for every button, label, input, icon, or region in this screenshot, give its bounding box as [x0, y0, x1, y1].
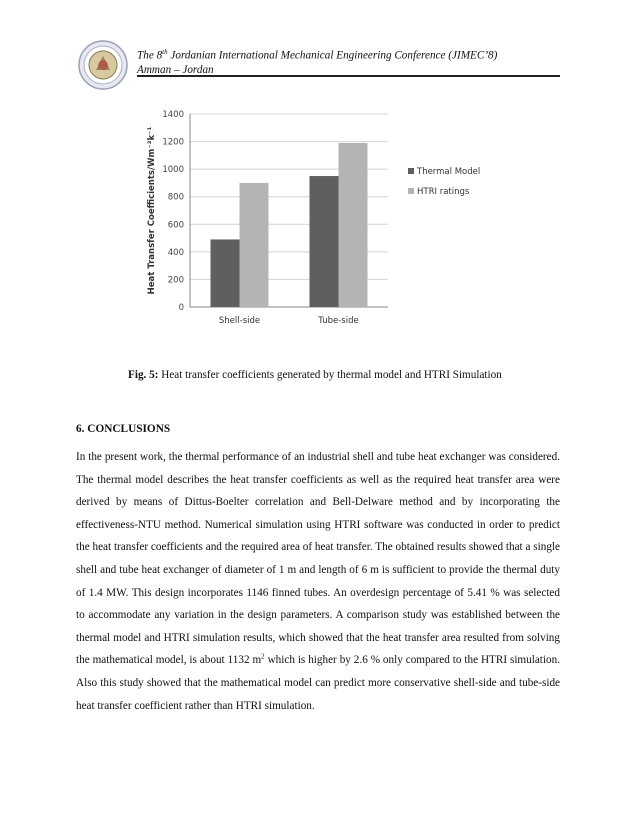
y-tick-label: 0 [178, 303, 184, 313]
bar-htri-ratings [240, 183, 269, 307]
legend-swatch [408, 168, 414, 174]
conclusions-body [76, 446, 560, 717]
bar-thermal-model [211, 239, 240, 307]
y-tick-label: 1000 [162, 165, 184, 176]
y-tick-label: 600 [167, 220, 184, 231]
y-tick-label: 200 [167, 275, 184, 286]
conference-location: Amman – Jordan [137, 64, 214, 77]
legend-label: HTRI ratings [417, 187, 470, 197]
bar-htri-ratings [339, 143, 368, 307]
header-divider [137, 75, 560, 77]
x-tick-label: Tube-side [318, 316, 359, 326]
y-tick-label: 1200 [162, 137, 184, 148]
section-heading: 6. CONCLUSIONS [76, 423, 171, 435]
figure-label: Fig. 5: [128, 369, 159, 381]
y-tick-label: 400 [167, 247, 184, 258]
legend-swatch [408, 188, 414, 194]
conference-header [137, 45, 497, 78]
conclusions-paragraph: In the present work, the thermal performance of an industrial shell and tube heat exchanger was considered. The thermal model describes the heat transfer coefficients as well as the required heat transfer area were derived by means of Dittus-Boelter correlation and Bell-Delware method and by incorporating the effectiveness-NTU method. Numerical simulation using HTRI software was conducted in order to predict the heat transfer coefficients and the required area of heat transfer. The obtained results showed that a single shell and tube heat exchanger of diameter of 1 m and length of 6 m is sufficient to provide the thermal duty of 1.4 MW. This design incorporates 1146 finned tubes. An overdesign percentage of 5.41 % was selected to accommodate any variation in the design parameters. A comparison study was established between the thermal model and HTRI simulation results, which showed that the heat transfer area resulted from solving the mathematical model, is about 1132 $m^2$ which is higher by 2.6 % only compared to the HTRI simulation. Also this study showed that the mathematical model can predict more conservative shell-side and tube-side heat transfer coefficient rather than HTRI simulation. [76, 451, 560, 712]
y-tick-label: 1400 [162, 110, 184, 120]
conference-title-line: The 8th Jordanian International Mechanical Engineering Conference (JIMEC’8) [137, 48, 498, 62]
conference-logo [78, 40, 128, 90]
figure-caption-text: Heat transfer coefficients generated by thermal model and HTRI Simulation [158, 369, 502, 381]
bar-chart [140, 102, 498, 334]
x-tick-label: Shell-side [218, 316, 261, 326]
legend-label: Thermal Model [417, 167, 481, 177]
y-axis-title: Heat Transfer Coefficients/Wm⁻²k⁻¹ [147, 126, 157, 295]
figure-caption [128, 368, 502, 382]
y-tick-label: 800 [167, 192, 184, 203]
bar-thermal-model [310, 176, 339, 307]
